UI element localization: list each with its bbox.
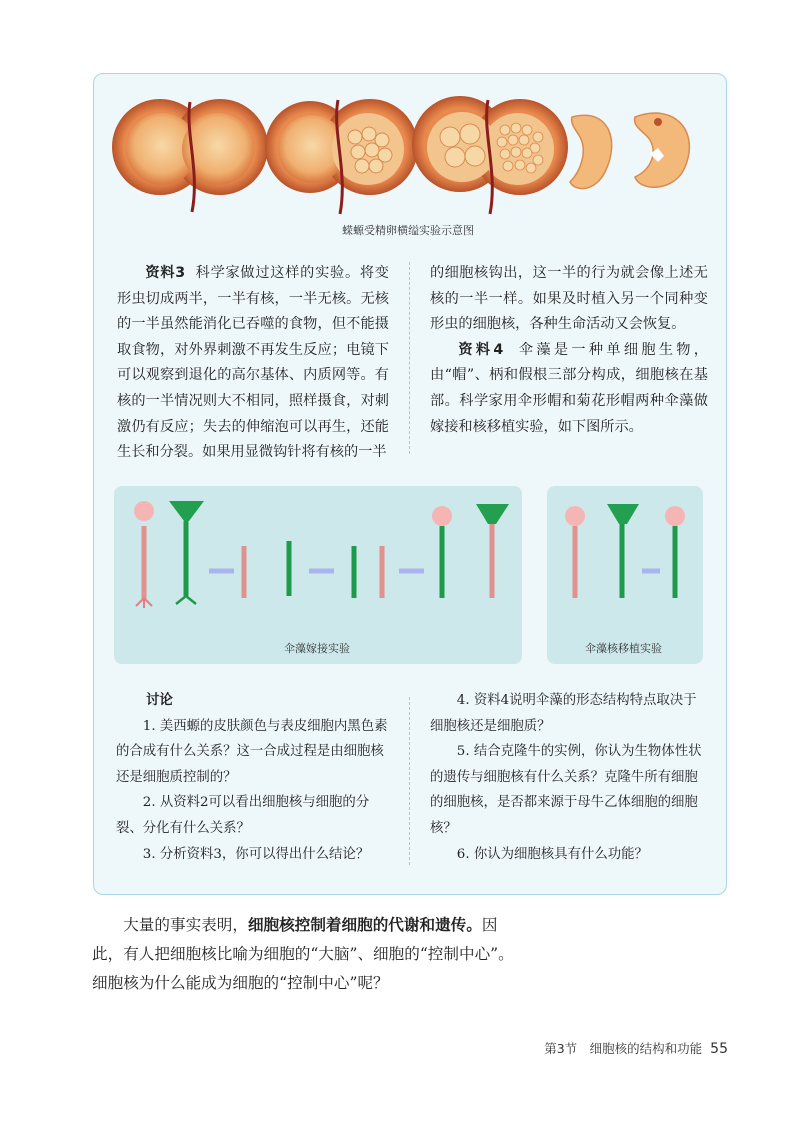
grafting-experiment-figure: [114, 486, 522, 636]
newt-egg-ligation-figure: [110, 92, 710, 217]
page-number: 55: [710, 1041, 728, 1057]
egg-stage-1: [112, 99, 268, 212]
column-divider: [409, 697, 410, 865]
discussion-item-6: 6. 你认为细胞核具有什么功能？: [456, 846, 648, 862]
egg-stage-2: [265, 99, 418, 214]
column-divider: [409, 262, 410, 454]
transplant-caption: 伞藻核移植实验: [585, 642, 662, 655]
figure1-caption: 蝾螈受精卵横缢实验示意图: [342, 224, 474, 237]
discussion-item-5: 5. 结合克隆牛的实例，你认为生物体性状的遗传与细胞核有什么关系？克隆牛所有细胞的细胞核，是否都来源于母牛乙体细胞的细胞核？: [430, 744, 702, 836]
material3-text-right: 的细胞核钩出，这一半的行为就会像上述无核的一半一样。如果及时植入另一个同种变形虫的细胞核，各种生命活动又会恢复。: [430, 265, 708, 333]
section-title: 第3节 细胞核的结构和功能: [544, 1041, 703, 1056]
discussion-left-column: [116, 688, 392, 867]
key-statement: 细胞核控制着细胞的代谢和遗传。: [247, 916, 482, 934]
material4-text: 伞藻是一种单细胞生物，由“帽”、柄和假根三部分构成，细胞核在基部。科学家用伞形帽和菊花形帽两种伞藻做嫁接和核移植实验，如下图所示。: [430, 341, 708, 435]
grafting-experiment-panel: [114, 486, 522, 664]
discussion-item-3: 3. 分析资料3，你可以得出什么结论？: [142, 846, 370, 862]
main-paragraph: 大量的事实表明，细胞核控制着细胞的代谢和遗传。因此，有人把细胞核比喻为细胞的“大脑”、细胞的“控制中心”。细胞核为什么能成为细胞的“控制中心”呢？: [92, 916, 514, 992]
flower-cap-alga: [134, 501, 154, 608]
grafting-caption: 伞藻嫁接实验: [284, 642, 350, 655]
material3-text-left: 科学家做过这样的实验。将变形虫切成两半，一半有核，一半无核。无核的一半虽然能消化已吞噬的食物，但不能摄取食物，对外界刺激不再发生反应；电镜下可以观察到退化的高尔基体、内质网等。有核的一半情况则大不相同，照样摄食，对刺激仍有反应；失去的伸缩泡可以再生，还能生长和分裂。如果用显微钩针将有核的一半: [117, 265, 389, 461]
material3-label: 资料3: [145, 265, 186, 281]
egg-stage-3: [412, 96, 568, 214]
material4-label: 资料4: [458, 341, 504, 358]
discussion-right-column: [430, 688, 708, 867]
nuclear-transplant-panel: [547, 486, 703, 664]
embryo-stage-2: [635, 113, 690, 187]
discussion-title: 讨论: [146, 693, 173, 708]
material3-left-column: [117, 261, 389, 466]
umbrella-cap-alga: [169, 501, 204, 604]
discussion-item-4: 4. 资料4说明伞藻的形态结构特点取决于细胞核还是细胞质？: [430, 693, 697, 734]
nuclear-transplant-figure: [547, 486, 703, 636]
discussion-item-2: 2. 从资料2可以看出细胞核与细胞的分裂、分化有什么关系？: [116, 795, 370, 836]
discussion-item-1: 1. 美西螈的皮肤颜色与表皮细胞内黑色素的合成有什么关系？这一合成过程是由细胞核还是细胞质控制的？: [116, 718, 388, 785]
page-footer: [544, 1039, 728, 1057]
material-right-column: [430, 261, 708, 440]
embryo-stage-1: [570, 115, 612, 188]
